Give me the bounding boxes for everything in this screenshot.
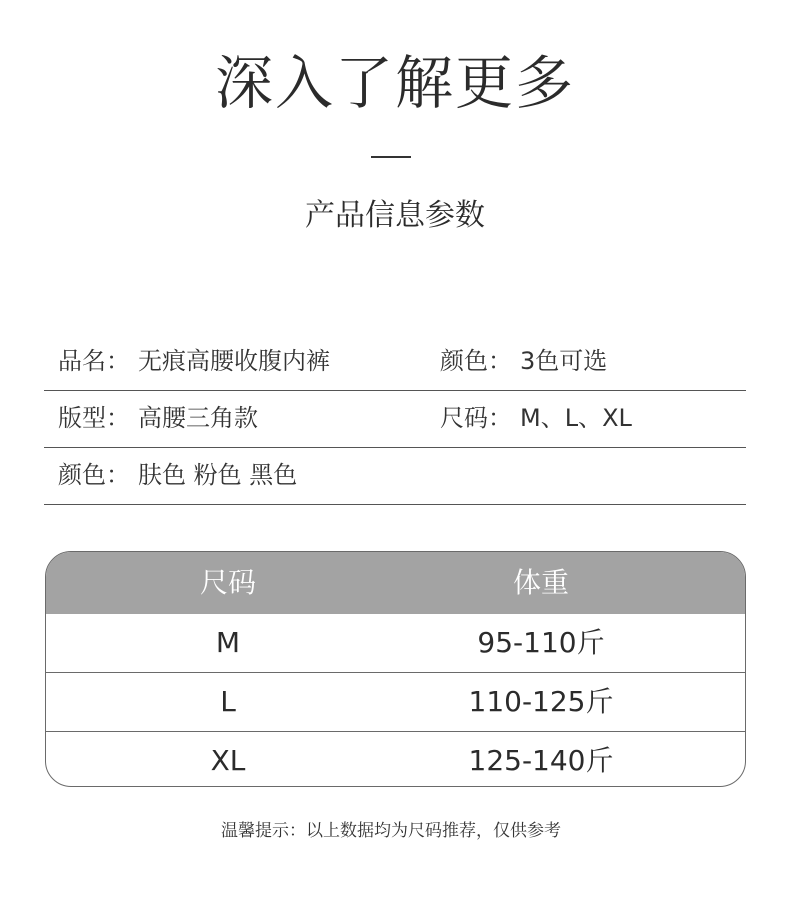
- title-divider: [371, 156, 411, 158]
- info-row: [44, 447, 746, 505]
- footer-tip: 温馨提示：以上数据均为尺码推荐，仅供参考: [221, 821, 561, 841]
- info-label: 颜色：: [58, 461, 130, 489]
- info-name: [58, 333, 330, 390]
- info-value: 无痕高腰收腹内裤: [138, 347, 330, 375]
- info-row: [44, 333, 746, 391]
- info-sizes: [440, 390, 632, 447]
- info-value: 肤色 粉色 黑色: [138, 461, 298, 489]
- info-color-count: [440, 333, 607, 390]
- size-chart-table: [45, 551, 746, 787]
- info-value: 高腰三角款: [138, 404, 258, 432]
- table-header: [46, 552, 745, 614]
- info-value: 3色可选: [520, 347, 608, 375]
- info-style: [58, 390, 258, 447]
- header-weight: 体重: [512, 566, 569, 599]
- table-row: [46, 673, 745, 732]
- info-label: 品名：: [58, 347, 130, 375]
- cell-weight: 125-140斤: [468, 744, 614, 777]
- cell-weight: 95-110斤: [477, 626, 605, 659]
- header-size: 尺码: [199, 566, 256, 599]
- info-row: [44, 390, 746, 448]
- page-title: 深入了解更多: [214, 49, 575, 117]
- cell-size: XL: [210, 744, 246, 777]
- table-row: [46, 732, 745, 787]
- info-label: 颜色：: [440, 347, 512, 375]
- info-colors: [58, 447, 297, 504]
- table-row: [46, 614, 745, 673]
- info-label: 版型：: [58, 404, 130, 432]
- section-subtitle: 产品信息参数: [305, 198, 485, 233]
- cell-size: M: [215, 626, 241, 659]
- info-value: M、L、XL: [520, 404, 632, 432]
- info-label: 尺码：: [440, 404, 512, 432]
- cell-size: L: [220, 685, 236, 718]
- cell-weight: 110-125斤: [468, 685, 614, 718]
